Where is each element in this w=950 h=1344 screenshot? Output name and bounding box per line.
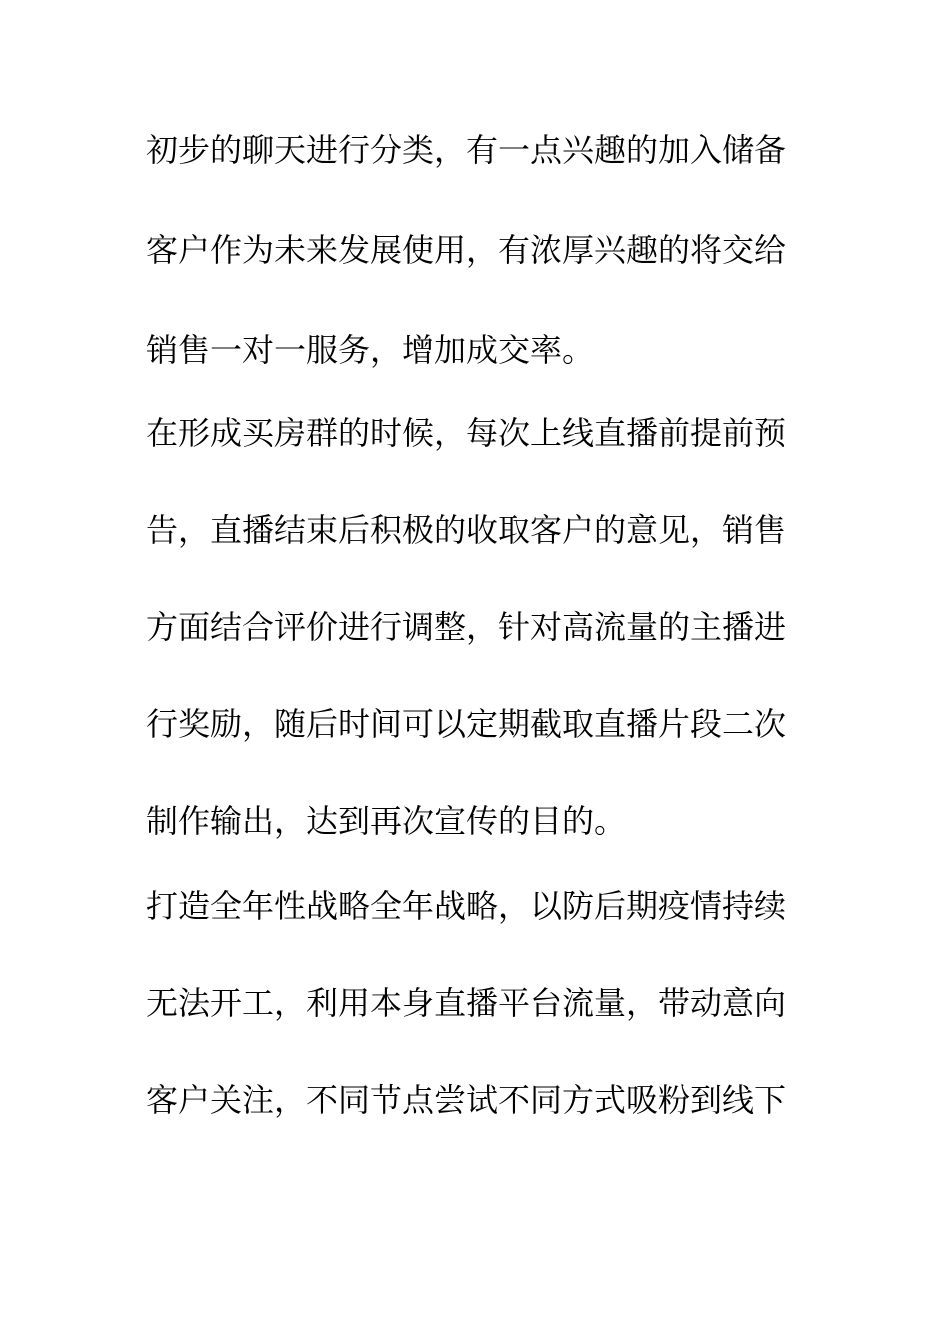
text-line: 初步的聊天进行分类，有一点兴趣的加入储备 [146,131,787,169]
text-line: 制作输出，达到再次宣传的目的。 [146,802,627,840]
text-line: 无法开工，利用本身直播平台流量，带动意向 [146,984,787,1022]
text-line: 打造全年性战略全年战略，以防后期疫情持续 [146,887,787,925]
text-line: 在形成买房群的时候，每次上线直播前提前预 [146,414,787,452]
text-line: 销售一对一服务，增加成交率。 [146,331,595,369]
text-line: 客户作为未来发展使用，有浓厚兴趣的将交给 [146,231,787,269]
text-line: 告，直播结束后积极的收取客户的意见，销售 [146,511,787,549]
text-line: 行奖励，随后时间可以定期截取直播片段二次 [146,705,787,743]
text-line: 客户关注，不同节点尝试不同方式吸粉到线下 [146,1081,787,1119]
text-line: 方面结合评价进行调整，针对高流量的主播进 [146,608,787,646]
